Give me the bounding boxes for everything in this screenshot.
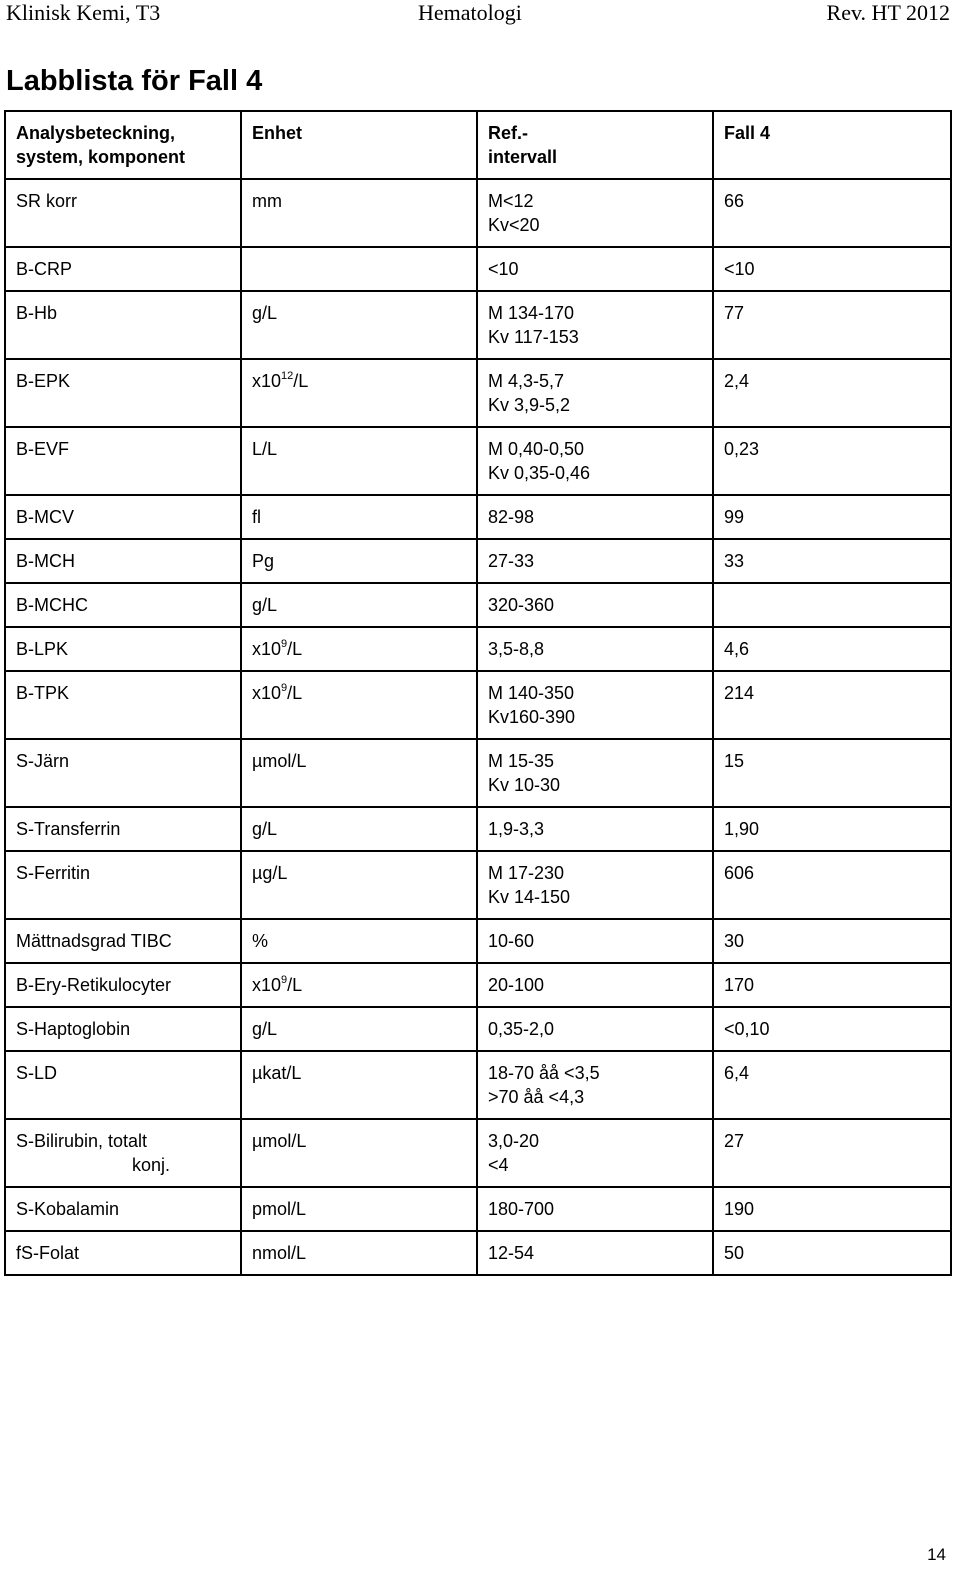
case-value-cell: 15 bbox=[713, 739, 951, 807]
case-value-cell: 77 bbox=[713, 291, 951, 359]
table-row bbox=[5, 671, 951, 739]
reference-cell: 1,9-3,3 bbox=[477, 807, 713, 851]
case-value-cell: 2,4 bbox=[713, 359, 951, 427]
reference-cell: M 134-170 Kv 117-153 bbox=[477, 291, 713, 359]
case-value-cell: 1,90 bbox=[713, 807, 951, 851]
analysis-cell: B-EPK bbox=[5, 359, 241, 427]
case-value-cell: <10 bbox=[713, 247, 951, 291]
table-header-row bbox=[5, 111, 951, 179]
reference-cell: 320-360 bbox=[477, 583, 713, 627]
table-row bbox=[5, 851, 951, 919]
reference-cell: M 17-230 Kv 14-150 bbox=[477, 851, 713, 919]
table-row bbox=[5, 919, 951, 963]
unit-cell: µmol/L bbox=[241, 1119, 477, 1187]
analysis-cell: SR korr bbox=[5, 179, 241, 247]
case-value-cell: 170 bbox=[713, 963, 951, 1007]
table-row bbox=[5, 291, 951, 359]
unit-cell: $x10^9/L$ bbox=[241, 627, 477, 671]
case-value-cell: 190 bbox=[713, 1187, 951, 1231]
analysis-cell: B-MCHC bbox=[5, 583, 241, 627]
table-row bbox=[5, 1007, 951, 1051]
analysis-cell: S-Järn bbox=[5, 739, 241, 807]
reference-cell: 18-70 åå <3,5 >70 åå <4,3 bbox=[477, 1051, 713, 1119]
case-value-cell: 33 bbox=[713, 539, 951, 583]
case-value-cell: 99 bbox=[713, 495, 951, 539]
col-unit: Enhet bbox=[241, 111, 477, 179]
analysis-cell: B-Ery-Retikulocyter bbox=[5, 963, 241, 1007]
table-row bbox=[5, 807, 951, 851]
table-row bbox=[5, 359, 951, 427]
unit-cell: g/L bbox=[241, 807, 477, 851]
table-row bbox=[5, 963, 951, 1007]
case-value-cell bbox=[713, 583, 951, 627]
reference-cell: M 4,3-5,7 Kv 3,9-5,2 bbox=[477, 359, 713, 427]
unit-cell: µg/L bbox=[241, 851, 477, 919]
case-value-cell: 214 bbox=[713, 671, 951, 739]
analysis-cell: S-Bilirubin, totalt konj. bbox=[5, 1119, 241, 1187]
unit-cell: $x10^9/L$ bbox=[241, 671, 477, 739]
analysis-cell: B-Hb bbox=[5, 291, 241, 359]
case-value-cell: 30 bbox=[713, 919, 951, 963]
col-case: Fall 4 bbox=[713, 111, 951, 179]
reference-cell: 82-98 bbox=[477, 495, 713, 539]
unit-cell: fl bbox=[241, 495, 477, 539]
table-row bbox=[5, 179, 951, 247]
col-analysis: Analysbeteckning, system, komponent bbox=[5, 111, 241, 179]
header-course: Klinisk Kemi, T3 bbox=[6, 0, 161, 25]
reference-cell: <10 bbox=[477, 247, 713, 291]
unit-cell: $x10^{12}/L$ bbox=[241, 359, 477, 427]
analysis-cell: fS-Folat bbox=[5, 1231, 241, 1275]
unit-cell: pmol/L bbox=[241, 1187, 477, 1231]
lab-results-table bbox=[4, 110, 952, 1276]
table-row bbox=[5, 627, 951, 671]
unit-cell bbox=[241, 247, 477, 291]
reference-cell: 0,35-2,0 bbox=[477, 1007, 713, 1051]
analysis-cell: B-MCH bbox=[5, 539, 241, 583]
reference-cell: 3,5-8,8 bbox=[477, 627, 713, 671]
header-subject: Hematologi bbox=[418, 0, 522, 25]
table-row bbox=[5, 739, 951, 807]
unit-cell: g/L bbox=[241, 1007, 477, 1051]
analysis-cell: B-EVF bbox=[5, 427, 241, 495]
unit-cell: µkat/L bbox=[241, 1051, 477, 1119]
analysis-cell: B-MCV bbox=[5, 495, 241, 539]
analysis-cell: Mättnadsgrad TIBC bbox=[5, 919, 241, 963]
reference-cell: M 15-35 Kv 10-30 bbox=[477, 739, 713, 807]
table-row bbox=[5, 427, 951, 495]
analysis-cell: S-Kobalamin bbox=[5, 1187, 241, 1231]
table-row bbox=[5, 1187, 951, 1231]
unit-cell: $x10^9/L$ bbox=[241, 963, 477, 1007]
page-title: Labblista för Fall 4 bbox=[6, 65, 263, 97]
reference-cell: 10-60 bbox=[477, 919, 713, 963]
unit-cell: L/L bbox=[241, 427, 477, 495]
reference-cell: 12-54 bbox=[477, 1231, 713, 1275]
reference-cell: 3,0-20 <4 bbox=[477, 1119, 713, 1187]
analysis-cell: B-LPK bbox=[5, 627, 241, 671]
table-body bbox=[5, 179, 951, 1275]
table-row bbox=[5, 1051, 951, 1119]
analysis-cell: S-LD bbox=[5, 1051, 241, 1119]
table-row bbox=[5, 495, 951, 539]
table-row bbox=[5, 583, 951, 627]
reference-cell: M<12 Kv<20 bbox=[477, 179, 713, 247]
analysis-cell: S-Ferritin bbox=[5, 851, 241, 919]
running-header bbox=[6, 0, 950, 28]
case-value-cell: 606 bbox=[713, 851, 951, 919]
table-row bbox=[5, 539, 951, 583]
reference-cell: M 140-350 Kv160-390 bbox=[477, 671, 713, 739]
case-value-cell: 27 bbox=[713, 1119, 951, 1187]
case-value-cell: 0,23 bbox=[713, 427, 951, 495]
reference-cell: 27-33 bbox=[477, 539, 713, 583]
unit-cell: % bbox=[241, 919, 477, 963]
unit-cell: g/L bbox=[241, 291, 477, 359]
table-row bbox=[5, 1119, 951, 1187]
unit-cell: mm bbox=[241, 179, 477, 247]
case-value-cell: 50 bbox=[713, 1231, 951, 1275]
case-value-cell: 6,4 bbox=[713, 1051, 951, 1119]
case-value-cell: <0,10 bbox=[713, 1007, 951, 1051]
analysis-cell: S-Transferrin bbox=[5, 807, 241, 851]
case-value-cell: 66 bbox=[713, 179, 951, 247]
unit-cell: Pg bbox=[241, 539, 477, 583]
reference-cell: M 0,40-0,50 Kv 0,35-0,46 bbox=[477, 427, 713, 495]
col-reference: Ref.- intervall bbox=[477, 111, 713, 179]
analysis-cell: S-Haptoglobin bbox=[5, 1007, 241, 1051]
unit-cell: nmol/L bbox=[241, 1231, 477, 1275]
page-number: 14 bbox=[927, 1545, 946, 1564]
analysis-cell: B-CRP bbox=[5, 247, 241, 291]
unit-cell: µmol/L bbox=[241, 739, 477, 807]
reference-cell: 20-100 bbox=[477, 963, 713, 1007]
header-revision: Rev. HT 2012 bbox=[826, 0, 950, 25]
table-row bbox=[5, 247, 951, 291]
table-row bbox=[5, 1231, 951, 1275]
case-value-cell: 4,6 bbox=[713, 627, 951, 671]
unit-cell: g/L bbox=[241, 583, 477, 627]
reference-cell: 180-700 bbox=[477, 1187, 713, 1231]
analysis-cell: B-TPK bbox=[5, 671, 241, 739]
